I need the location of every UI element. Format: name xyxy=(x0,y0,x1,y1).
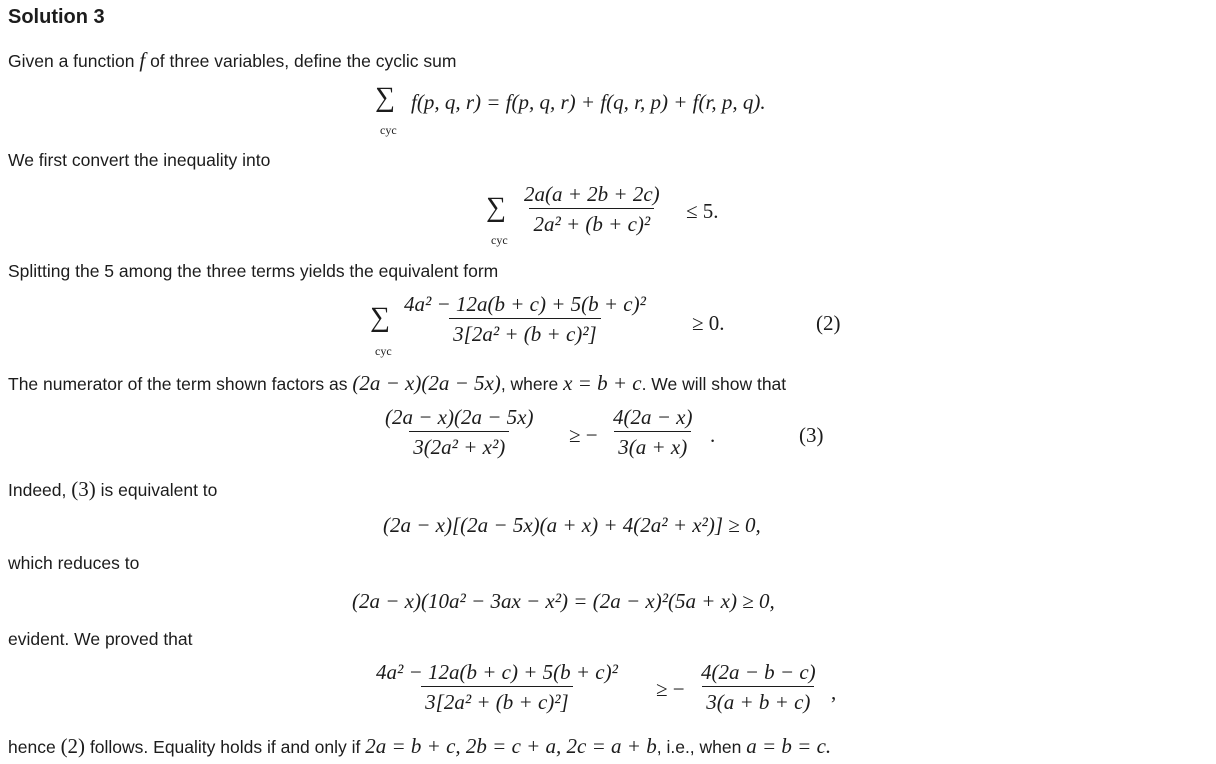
paragraph-evident: evident. We proved that xyxy=(8,629,193,649)
equation-cyclic-sum: f(p, q, r) = f(p, q, r) + f(q, r, p) + f(r, p, q). xyxy=(411,90,766,114)
paragraph-text: , where xyxy=(500,374,559,394)
paragraph-text: , i.e., when xyxy=(656,737,742,757)
paragraph-text: Indeed, xyxy=(8,480,67,500)
paragraph-text: The numerator of the term shown factors as xyxy=(8,374,348,394)
fraction-eq4-left xyxy=(381,405,537,459)
inequality-rhs: ≥ 0. xyxy=(692,311,725,335)
inline-math: (3) xyxy=(71,477,96,501)
paragraph-text: of three variables, define the cyclic sum xyxy=(150,51,457,71)
sigma-subscript: cyc xyxy=(375,344,392,358)
equation-tag-3: (3) xyxy=(799,423,824,447)
inline-math: (2) xyxy=(60,734,86,758)
sigma-subscript: cyc xyxy=(491,233,508,247)
fraction-denominator: 3(a + b + c) xyxy=(702,686,814,714)
paragraph-text: hence xyxy=(8,737,56,757)
math-var-f: f xyxy=(139,48,146,72)
fraction-denominator: 3(2a² + x²) xyxy=(409,431,509,459)
paragraph-numerator-factors xyxy=(8,371,786,396)
sigma-symbol: ∑ xyxy=(486,192,506,223)
solution-title: Solution 3 xyxy=(8,6,105,28)
paragraph-cyclic-sum-definition xyxy=(8,48,456,73)
fraction-denominator: 3[2a² + (b + c)²] xyxy=(421,686,573,714)
fraction-numerator: 2a(a + 2b + 2c) xyxy=(524,182,660,206)
inequality-relation: ≥ − xyxy=(656,677,685,701)
fraction-denominator: 3(a + x) xyxy=(614,431,691,459)
equation-end-punct: . xyxy=(710,423,716,447)
inline-math: 2a = b + c, 2b = c + a, 2c = a + b xyxy=(365,734,657,758)
fraction-numerator: (2a − x)(2a − 5x) xyxy=(385,405,534,429)
paragraph-text: Given a function xyxy=(8,51,135,71)
fraction-denominator: 2a² + (b + c)² xyxy=(529,208,654,236)
equation-end-punct: , xyxy=(831,680,837,704)
fraction-eq4-right xyxy=(609,405,696,459)
fraction-numerator: 4a² − 12a(b + c) + 5(b + c)² xyxy=(404,292,646,316)
paragraph-text: follows. Equality holds if and only if xyxy=(89,737,361,757)
paragraph-convert: We first convert the inequality into xyxy=(8,150,271,170)
paragraph-conclusion xyxy=(8,734,831,759)
equation-equivalent: (2a − x)[(2a − 5x)(a + x) + 4(2a² + x²)] ≥ 0, xyxy=(383,513,761,537)
inequality-relation: ≥ − xyxy=(569,423,598,447)
fraction-eq2 xyxy=(520,182,664,236)
paragraph-text: is equivalent to xyxy=(100,480,218,500)
equation-reduced: (2a − x)(10a² − 3ax − x²) = (2a − x)²(5a + x) ≥ 0, xyxy=(352,589,775,613)
inline-math: (2a − x)(2a − 5x) xyxy=(352,371,501,395)
sigma-symbol: ∑ xyxy=(375,82,395,113)
fraction-numerator: 4(2a − x) xyxy=(613,405,693,429)
paragraph-text: . We will show that xyxy=(641,374,787,394)
inline-math: x = b + c xyxy=(563,371,642,395)
paragraph-splitting: Splitting the 5 among the three terms yields the equivalent form xyxy=(8,261,499,281)
sigma-symbol: ∑ xyxy=(370,302,390,333)
fraction-eq3 xyxy=(400,292,650,346)
fraction-numerator: 4a² − 12a(b + c) + 5(b + c)² xyxy=(376,660,618,684)
inline-math: a = b = c. xyxy=(746,734,832,758)
inequality-rhs: ≤ 5. xyxy=(686,199,719,223)
sigma-subscript: cyc xyxy=(380,123,397,137)
paragraph-reduces: which reduces to xyxy=(8,553,140,573)
fraction-denominator: 3[2a² + (b + c)²] xyxy=(449,318,601,346)
fraction-eq7-left xyxy=(372,660,622,714)
paragraph-indeed xyxy=(8,477,217,502)
fraction-numerator: 4(2a − b − c) xyxy=(701,660,816,684)
fraction-eq7-right xyxy=(697,660,820,714)
equation-tag-2: (2) xyxy=(816,311,841,335)
